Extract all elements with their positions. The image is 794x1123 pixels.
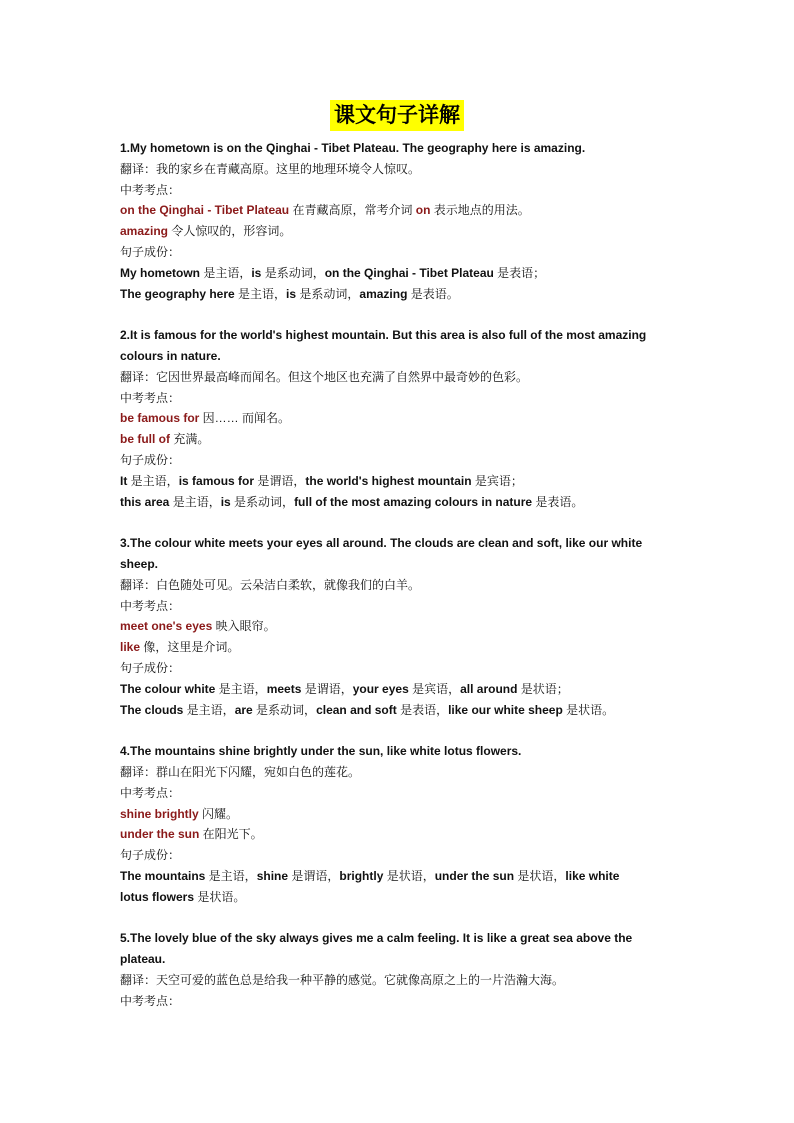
keyword: be full of: [120, 432, 170, 447]
english-phrase: under the sun: [434, 868, 515, 883]
translation: 翻译：群山在阳光下闪耀，宛如白色的莲花。: [120, 764, 361, 779]
keyword: shine brightly: [120, 806, 199, 821]
section-gap: [120, 907, 675, 928]
point-text: 表示地点的用法。: [430, 203, 530, 218]
exam-heading: 中考考点：: [120, 993, 181, 1008]
section-gap: [120, 304, 675, 325]
keyword: under the sun: [120, 827, 200, 842]
grammar-role: 是谓语，: [254, 473, 306, 488]
grammar-role: 是主语，: [205, 868, 257, 883]
exam-heading: 中考考点：: [120, 598, 181, 613]
point-text: 像，这里是介词。: [140, 640, 240, 655]
exam-heading: 中考考点：: [120, 785, 181, 800]
english-phrase: The geography here: [120, 286, 235, 301]
keyword: meet one's eyes: [120, 619, 213, 634]
grammar-role: 是谓语，: [301, 681, 353, 696]
component-line: [120, 700, 675, 721]
section-gap: [120, 512, 675, 533]
english-phrase: amazing: [359, 286, 408, 301]
sentence-continued: plateau.: [120, 952, 166, 967]
grammar-role: 是宾语，: [408, 681, 461, 696]
exam-point: [120, 429, 675, 450]
english-phrase: are: [234, 702, 253, 717]
section-5: [120, 928, 675, 1011]
grammar-role: 是系动词，: [296, 286, 360, 301]
components-heading: 句子成份：: [120, 660, 181, 675]
title-container: [0, 100, 794, 131]
section-1: [120, 138, 675, 304]
point-text: 令人惊叹的，形容词。: [168, 224, 292, 239]
section-3: [120, 533, 675, 720]
keyword: amazing: [120, 224, 169, 239]
english-phrase: is: [251, 265, 262, 280]
exam-point: [120, 824, 675, 845]
translation: 翻译：白色随处可见。云朵洁白柔软，就像我们的白羊。: [120, 577, 421, 592]
grammar-role: 是表语。: [407, 286, 459, 301]
component-line: [120, 679, 675, 700]
sentence: 2.It is famous for the world's highest mountain. But this area is also full of the most amazing: [120, 328, 647, 343]
english-phrase: The clouds: [120, 702, 184, 717]
english-phrase: lotus flowers: [120, 889, 195, 904]
section-gap: [120, 720, 675, 741]
keyword: on: [415, 203, 431, 218]
components-heading: 句子成份：: [120, 244, 181, 259]
translation: 翻译：它因世界最高峰而闻名。但这个地区也充满了自然界中最奇妙的色彩。: [120, 369, 529, 384]
exam-point: [120, 200, 675, 221]
exam-point: [120, 804, 675, 825]
point-text: 在青藏高原，常考介词: [289, 203, 416, 218]
english-phrase: on the Qinghai - Tibet Plateau: [324, 265, 494, 280]
grammar-role: 是主语，: [169, 494, 221, 509]
exam-point: [120, 408, 675, 429]
grammar-role: 是谓语，: [288, 868, 340, 883]
component-line: [120, 284, 675, 305]
exam-point: [120, 637, 675, 658]
component-line: [120, 887, 675, 908]
grammar-role: 是状语。: [194, 889, 246, 904]
grammar-role: 是表语，: [396, 702, 449, 717]
content: [120, 138, 675, 1011]
english-phrase: brightly: [339, 868, 384, 883]
grammar-role: 是主语，: [200, 265, 252, 280]
grammar-role: 是表语；: [493, 265, 546, 280]
exam-point: [120, 616, 675, 637]
page-title: 课文句子详解: [330, 100, 464, 131]
exam-point: [120, 221, 675, 242]
sentence: 4.The mountains shine brightly under the sun, like white lotus flowers.: [120, 744, 522, 759]
sentence: 3.The colour white meets your eyes all around. The clouds are clean and soft, like our white: [120, 536, 643, 551]
english-phrase: all around: [460, 681, 518, 696]
english-phrase: clean and soft: [316, 702, 397, 717]
translation: 翻译：天空可爱的蓝色总是给我一种平静的感觉。它就像高原之上的一片浩瀚大海。: [120, 972, 565, 987]
english-phrase: the world's highest mountain: [305, 473, 472, 488]
exam-heading: 中考考点：: [120, 182, 181, 197]
english-phrase: shine: [256, 868, 289, 883]
sentence-continued: sheep.: [120, 556, 159, 571]
components-heading: 句子成份：: [120, 452, 181, 467]
english-phrase: The mountains: [120, 868, 206, 883]
grammar-role: 是系动词，: [261, 265, 325, 280]
grammar-role: 是系动词，: [252, 702, 317, 717]
english-phrase: like white: [565, 868, 620, 883]
grammar-role: 是主语，: [234, 286, 287, 301]
english-phrase: The colour white: [120, 681, 216, 696]
sentence: 1.My hometown is on the Qinghai - Tibet Plateau. The geography here is amazing.: [120, 141, 586, 155]
english-phrase: full of the most amazing colours in nature: [294, 494, 533, 509]
keyword: like: [120, 640, 141, 655]
sentence: 5.The lovely blue of the sky always gives me a calm feeling. It is like a great sea above the: [120, 931, 633, 946]
grammar-role: 是主语，: [127, 473, 179, 488]
components-heading: 句子成份：: [120, 848, 181, 863]
grammar-role: 是主语，: [183, 702, 235, 717]
grammar-role: 是表语。: [532, 494, 584, 509]
keyword: on the Qinghai - Tibet Plateau: [120, 203, 290, 218]
point-text: 映入眼帘。: [212, 619, 276, 634]
grammar-role: 是状语，: [514, 868, 566, 883]
grammar-role: 是状语；: [517, 681, 569, 696]
grammar-role: 是宾语；: [471, 473, 523, 488]
point-text: 在阳光下。: [199, 827, 263, 842]
english-phrase: like our white sheep: [448, 702, 563, 717]
grammar-role: 是状语，: [383, 868, 435, 883]
english-phrase: My hometown: [120, 265, 200, 280]
sentence-continued: colours in nature.: [120, 348, 221, 363]
grammar-role: 是状语。: [562, 702, 615, 717]
english-phrase: is: [220, 494, 231, 509]
english-phrase: meets: [266, 681, 302, 696]
english-phrase: is: [286, 286, 297, 301]
grammar-role: 是系动词，: [230, 494, 295, 509]
translation: 翻译：我的家乡在青藏高原。这里的地理环境令人惊叹。: [120, 161, 421, 176]
component-line: [120, 866, 675, 887]
section-4: [120, 741, 675, 907]
keyword: be famous for: [120, 411, 200, 426]
english-phrase: is famous for: [178, 473, 255, 488]
component-line: [120, 263, 675, 284]
english-phrase: your eyes: [352, 681, 409, 696]
point-text: 因…… 而闻名。: [199, 411, 291, 426]
point-text: 闪耀。: [198, 806, 239, 821]
exam-heading: 中考考点：: [120, 390, 181, 405]
point-text: 充满。: [170, 432, 210, 447]
english-phrase: this area: [120, 494, 170, 509]
grammar-role: 是主语，: [215, 681, 267, 696]
component-line: [120, 492, 675, 513]
component-line: [120, 471, 675, 492]
section-2: [120, 325, 675, 512]
english-phrase: It: [120, 473, 128, 488]
